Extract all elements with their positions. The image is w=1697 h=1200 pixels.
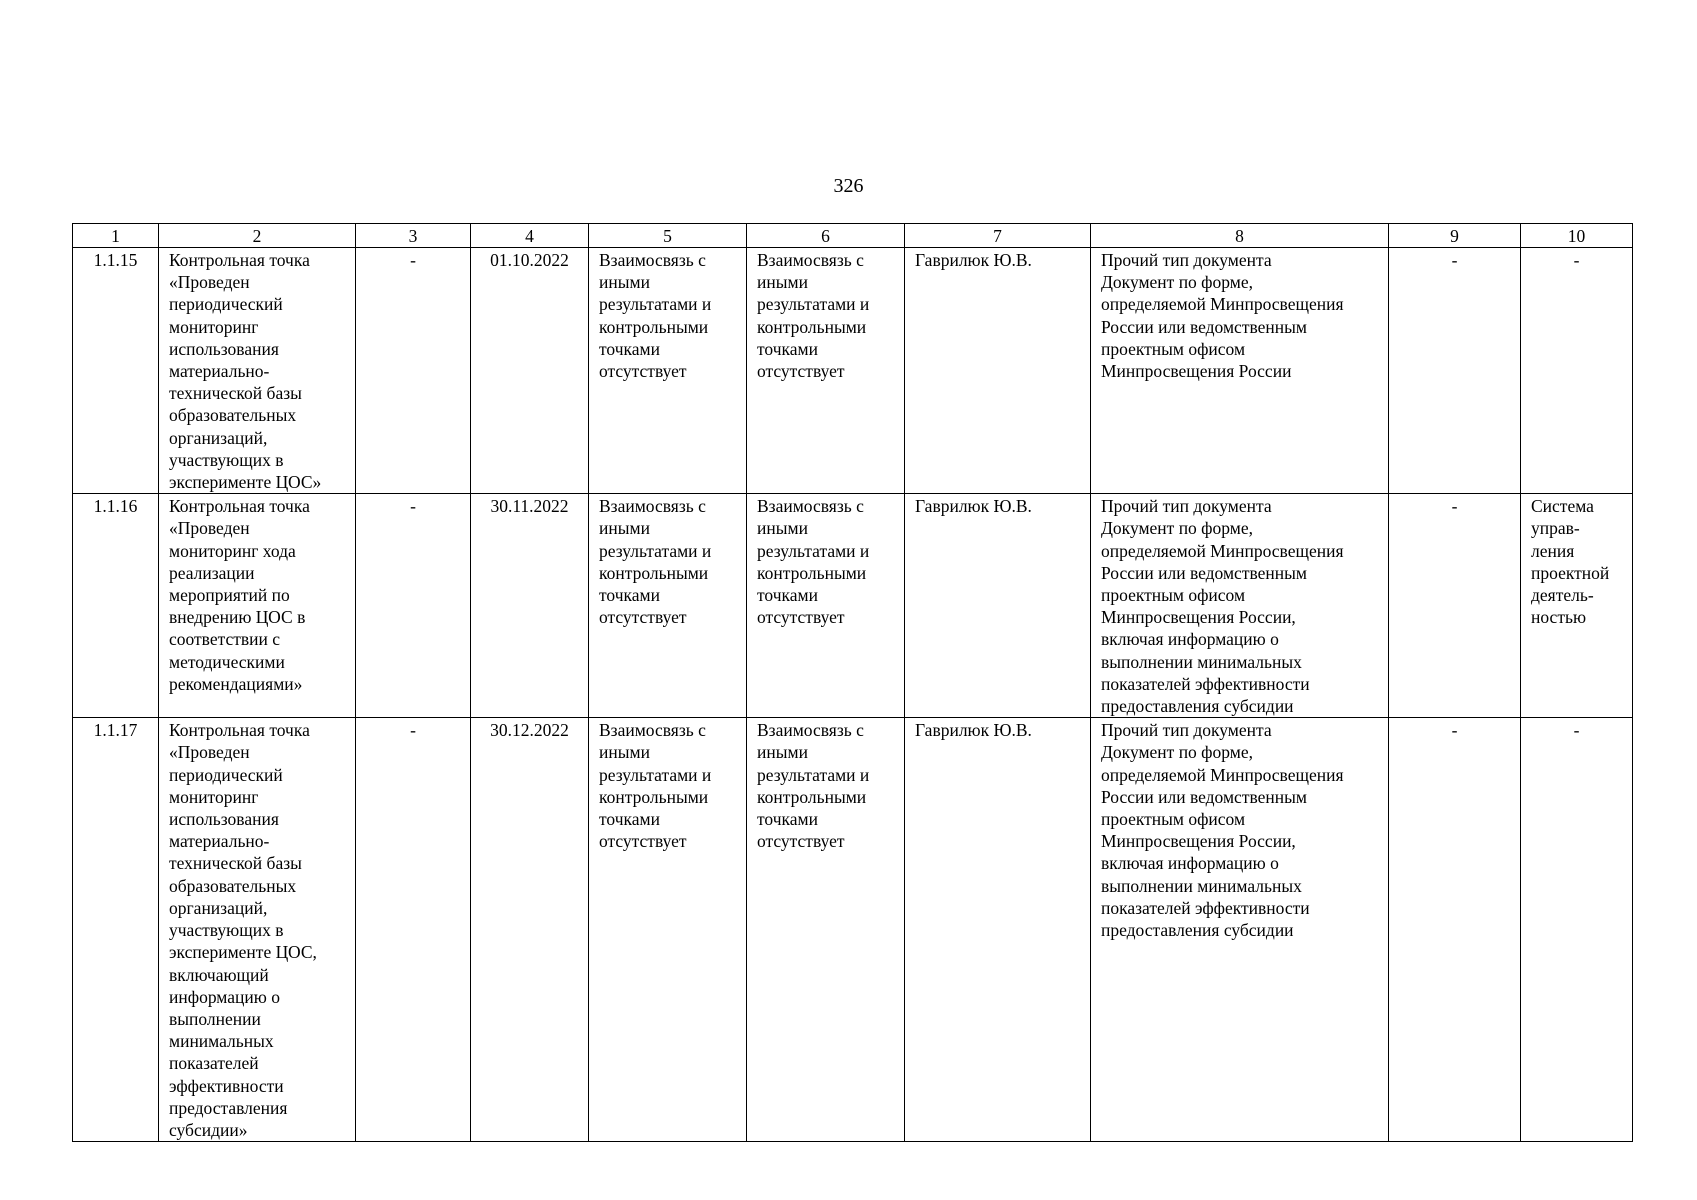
control-point-name: Контрольная точка «Проведен периодический мониторинг использования материально- технической базы образовательных организаций, участвующих в эксперименте ЦОС» [169,250,322,493]
deadline-date: 30.11.2022 [490,496,569,517]
col10-cell [1521,718,1633,1142]
control-point-name: Контрольная точка «Проведен мониторинг хода реализации мероприятий по внедрению ЦОС в соответствии с методическими рекомендациями» [169,496,310,694]
responsible-person: Гаврилюк Ю.В. [915,250,1032,270]
column-header: 1 [73,224,159,248]
col9-cell [1389,494,1521,718]
date-cell [471,718,589,1142]
date-cell [471,494,589,718]
deadline-date: 30.12.2022 [490,720,569,741]
successor-link: Взаимосвязь с иными результатами и контрольными точками отсутствует [757,250,870,382]
link2-cell [747,494,905,718]
document-cell [1091,494,1389,718]
column-header: 7 [905,224,1091,248]
col3-value: - [410,250,416,270]
successor-link: Взаимосвязь с иными результатами и контрольными точками отсутствует [757,496,870,628]
col9-value: - [1451,496,1458,517]
row-number-cell [73,494,159,718]
document-cell [1091,718,1389,1142]
column-header: 6 [747,224,905,248]
col10-value: - [1573,720,1580,741]
control-point-name: Контрольная точка «Проведен периодический мониторинг использования материально- технической базы образовательных организаций, участвующих в эксперименте ЦОС, включающий информацию о выполнении минимальных показателей эффективности предоставления субсидии» [169,720,317,1140]
responsible-person: Гаврилюк Ю.В. [915,720,1032,741]
column-header: 3 [356,224,471,248]
document-type: Прочий тип документа Документ по форме, определяемой Минпросвещения России или ведомственным проектным офисом Минпросвещения России, включая информацию о выполнении минимальных показателей эффективности предоставления субсидии [1101,496,1344,717]
link1-cell [589,494,747,718]
responsible-person: Гаврилюк Ю.В. [915,496,1032,517]
col3-cell [356,248,471,494]
document-type: Прочий тип документа Документ по форме, определяемой Минпросвещения России или ведомственным проектным офисом Минпросвещения России, включая информацию о выполнении минимальных показателей эффективности предоставления субсидии [1101,720,1344,941]
person-cell [905,718,1091,1142]
row-number: 1.1.17 [93,720,138,741]
row-number-cell [73,718,159,1142]
link2-cell [747,248,905,494]
col3-value: - [410,720,416,741]
control-point-cell [159,718,356,1142]
column-header: 5 [589,224,747,248]
control-points-table [72,223,1633,1142]
col10-value: Система управ- ления проектной деятель- ностью [1531,496,1610,628]
row-number: 1.1.16 [93,496,138,517]
page-number: 326 [833,175,864,197]
column-header: 8 [1091,224,1389,248]
col10-cell [1521,248,1633,494]
col3-cell [356,718,471,1142]
control-point-cell [159,494,356,718]
predecessor-link: Взаимосвязь с иными результатами и контрольными точками отсутствует [599,720,712,852]
col9-value: - [1451,250,1458,270]
column-header: 4 [471,224,589,248]
row-number: 1.1.15 [93,250,138,270]
column-header: 10 [1521,224,1633,248]
person-cell [905,248,1091,494]
document-cell [1091,248,1389,494]
column-header: 2 [159,224,356,248]
document-type: Прочий тип документа Документ по форме, определяемой Минпросвещения России или ведомственным проектным офисом Минпросвещения России [1101,250,1344,382]
table-row [73,718,1633,1142]
predecessor-link: Взаимосвязь с иными результатами и контрольными точками отсутствует [599,496,712,628]
person-cell [905,494,1091,718]
link1-cell [589,248,747,494]
link1-cell [589,718,747,1142]
date-cell [471,248,589,494]
link2-cell [747,718,905,1142]
row-number-cell [73,248,159,494]
col3-value: - [410,496,416,517]
successor-link: Взаимосвязь с иными результатами и контрольными точками отсутствует [757,720,870,852]
col9-value: - [1451,720,1458,741]
deadline-date: 01.10.2022 [490,250,569,270]
table-row [73,248,1633,494]
col3-cell [356,494,471,718]
control-point-cell [159,248,356,494]
col9-cell [1389,248,1521,494]
header-row [73,224,1633,248]
predecessor-link: Взаимосвязь с иными результатами и контрольными точками отсутствует [599,250,712,382]
column-header: 9 [1389,224,1521,248]
col10-cell [1521,494,1633,718]
col10-value: - [1573,250,1580,270]
table-row [73,494,1633,718]
col9-cell [1389,718,1521,1142]
